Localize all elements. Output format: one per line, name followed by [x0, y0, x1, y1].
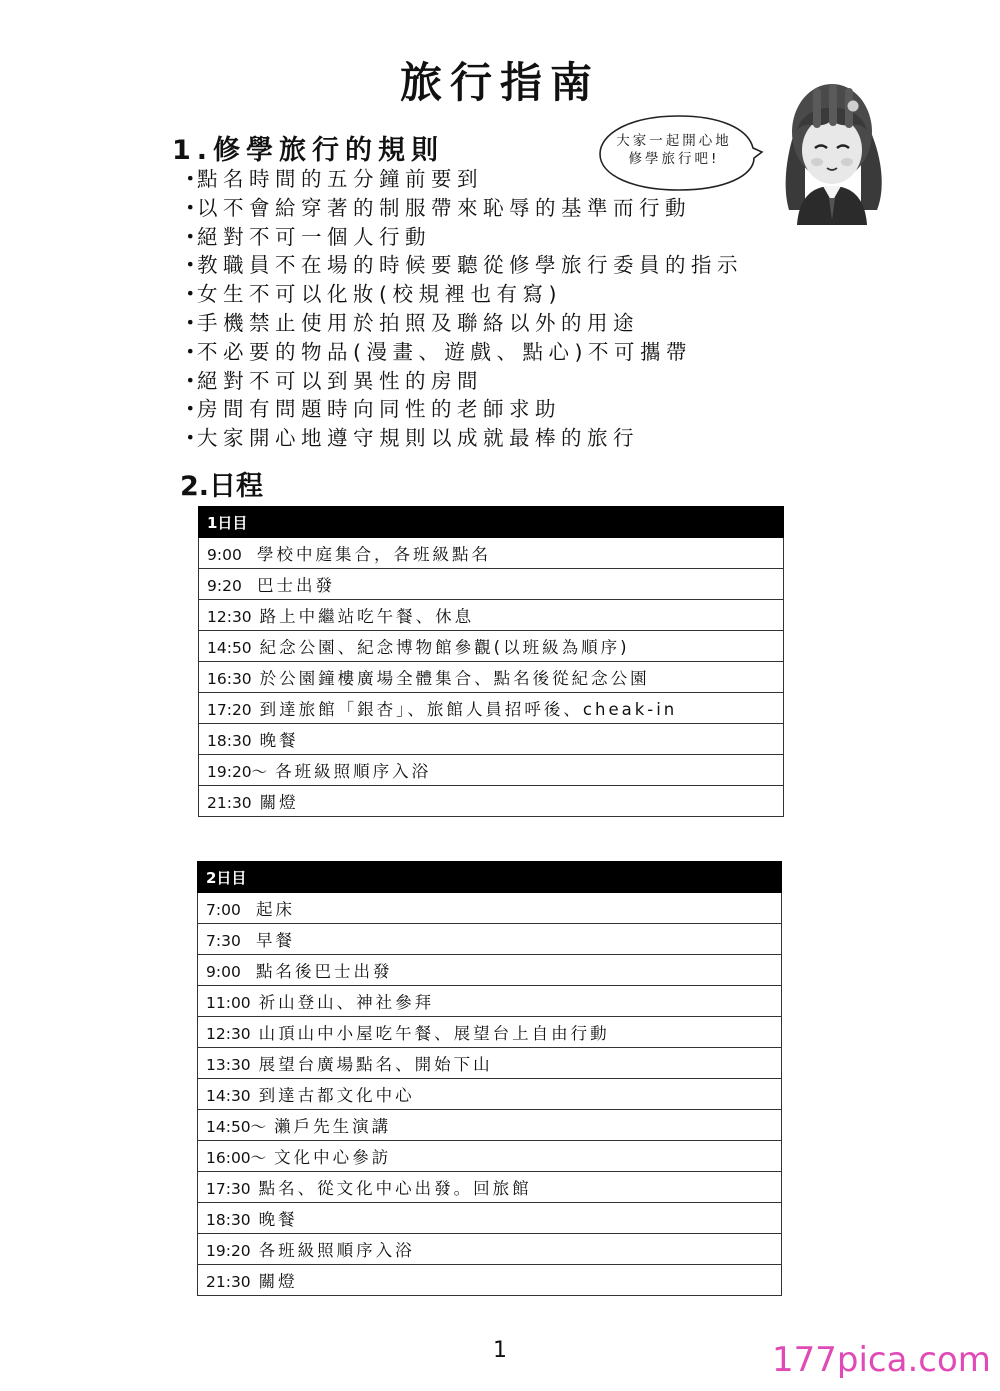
event-text: 到達古都文化中心: [258, 1086, 415, 1105]
time-label: 21:30: [206, 1273, 251, 1291]
page-number: 1: [493, 1338, 507, 1363]
time-label: 12:30: [206, 1025, 251, 1043]
rule-text: 房間有問題時向同性的老師求助: [197, 397, 561, 422]
rule-item: [180, 424, 743, 453]
table-cell: [199, 631, 784, 662]
event-text: 各班級照順序入浴: [275, 762, 432, 781]
table-cell: [198, 1203, 782, 1234]
bubble-line-2: 修學旅行吧!: [628, 151, 720, 167]
event-text: 山頂山中小屋吃午餐、展望台上自由行動: [258, 1024, 610, 1043]
table-cell: [198, 1265, 782, 1296]
table-row: [198, 1079, 782, 1110]
time-label: 14:50〜: [206, 1118, 267, 1136]
time-label: 21:30: [207, 794, 252, 812]
rule-text: 絕對不可以到異性的房間: [197, 368, 483, 393]
day1-schedule-table: [198, 506, 784, 817]
rule-text: 點名時間的五分鐘前要到: [197, 167, 483, 191]
bullet-icon: ・: [180, 224, 201, 249]
time-label: 9:20: [207, 577, 242, 595]
table-cell: [199, 600, 784, 631]
table-row: [198, 1048, 782, 1079]
event-text: 晚餐: [259, 731, 299, 750]
bullet-icon: ・: [180, 426, 201, 451]
rule-item: [180, 194, 743, 223]
table-row: [199, 569, 784, 600]
rule-item: [180, 251, 743, 280]
time-label: 17:30: [206, 1180, 251, 1198]
day1-label: 1日目: [199, 507, 784, 538]
event-text: 到達旅館「銀杏」、旅館人員招呼後、cheak-in: [259, 700, 678, 719]
rule-text: 以不會給穿著的制服帶來恥辱的基準而行動: [197, 195, 691, 220]
event-text: 瀨戶先生演講: [274, 1117, 392, 1136]
time-label: 14:50: [207, 639, 252, 657]
event-text: 路上中繼站吃午餐、休息: [259, 607, 475, 626]
bullet-icon: ・: [180, 339, 201, 364]
table-row: [198, 1172, 782, 1203]
time-label: 16:30: [207, 670, 252, 688]
time-label: 13:30: [206, 1056, 251, 1074]
table-cell: [198, 1172, 782, 1203]
event-text: 紀念公園、紀念博物館參觀(以班級為順序): [259, 638, 630, 657]
rule-text: 不必要的物品(漫畫、遊戲、點心)不可攜帶: [197, 339, 692, 364]
time-label: 7:00: [206, 901, 241, 919]
table-row: [198, 1141, 782, 1172]
bullet-icon: ・: [180, 167, 201, 191]
document-title: 旅行指南: [399, 58, 600, 107]
table-cell: [199, 724, 784, 755]
event-text: 學校中庭集合，各班級點名: [257, 545, 491, 564]
table-cell: [199, 569, 784, 600]
rule-text: 大家開心地遵守規則以成就最棒的旅行: [197, 426, 639, 451]
table-cell: [198, 1110, 782, 1141]
table-cell: [199, 693, 784, 724]
rule-text: 手機禁止使用於拍照及聯絡以外的用途: [197, 310, 639, 335]
time-label: 9:00: [207, 546, 242, 564]
table-row: [198, 1110, 782, 1141]
rule-text: 教職員不在場的時候要聽從修學旅行委員的指示: [197, 253, 743, 278]
time-label: 9:00: [206, 963, 241, 981]
table-row: [198, 924, 782, 955]
time-label: 11:00: [206, 994, 251, 1012]
rule-text: 女生不可以化妝(校規裡也有寫): [197, 282, 562, 307]
rule-item: [180, 280, 743, 309]
schedule-heading: 2.日程: [180, 471, 264, 502]
bullet-icon: ・: [180, 282, 201, 307]
bullet-icon: ・: [180, 195, 201, 220]
event-text: 起床: [256, 900, 295, 919]
table-cell: [199, 662, 784, 693]
event-text: 文化中心參訪: [274, 1148, 392, 1167]
table-row: [199, 786, 784, 817]
rules-list: [180, 165, 743, 453]
watermark: 177pica.com: [772, 1340, 991, 1380]
table-row: [199, 600, 784, 631]
rules-heading: 1.修學旅行的規則: [172, 135, 445, 166]
table-cell: [198, 1234, 782, 1265]
event-text: 關燈: [258, 1272, 298, 1291]
student-girl-illustration: [775, 70, 890, 225]
time-label: 19:20: [206, 1242, 251, 1260]
bullet-icon: ・: [180, 253, 201, 278]
time-label: 7:30: [206, 932, 241, 950]
event-text: 於公園鐘樓廣場全體集合、點名後從紀念公園: [259, 669, 650, 688]
event-text: 展望台廣場點名、開始下山: [258, 1055, 493, 1074]
table-cell: [198, 1048, 782, 1079]
table-row: [198, 955, 782, 986]
event-text: 點名後巴士出發: [256, 962, 393, 981]
time-label: 17:20: [207, 701, 252, 719]
rule-item: [180, 338, 743, 367]
table-cell: [199, 755, 784, 786]
bullet-icon: ・: [180, 397, 201, 422]
speech-bubble-text: [604, 132, 744, 168]
table-row: [199, 631, 784, 662]
rule-item: [180, 223, 743, 252]
time-label: 18:30: [207, 732, 252, 750]
bubble-line-1: 大家一起開心地: [616, 133, 732, 149]
table-cell: [198, 1079, 782, 1110]
day2-label: 2日目: [198, 862, 782, 893]
bullet-icon: ・: [180, 368, 201, 393]
day2-schedule-table: [197, 861, 782, 1296]
event-text: 巴士出發: [257, 576, 335, 595]
event-text: 各班級照順序入浴: [258, 1241, 415, 1260]
time-label: 14:30: [206, 1087, 251, 1105]
table-row: [198, 1234, 782, 1265]
table-cell: [199, 538, 784, 569]
table-cell: [198, 893, 782, 924]
table-row: [199, 538, 784, 569]
table-row: [198, 893, 782, 924]
event-text: 晚餐: [258, 1210, 298, 1229]
rule-item: [180, 367, 743, 396]
table-row: [198, 1017, 782, 1048]
table-row: [199, 724, 784, 755]
table-cell: [198, 955, 782, 986]
table-row: [199, 662, 784, 693]
time-label: 16:00〜: [206, 1149, 267, 1167]
table-cell: [199, 786, 784, 817]
table-cell: [198, 1017, 782, 1048]
table-row: [199, 755, 784, 786]
rule-item: [180, 309, 743, 338]
table-cell: [198, 986, 782, 1017]
event-text: 祈山登山、神社參拜: [258, 993, 435, 1012]
table-cell: [198, 924, 782, 955]
table-row: [199, 693, 784, 724]
table-row: [198, 1203, 782, 1234]
time-label: 18:30: [206, 1211, 251, 1229]
event-text: 早餐: [256, 931, 295, 950]
table-row: [198, 986, 782, 1017]
table-header-row: [199, 507, 784, 538]
table-header-row: [198, 862, 782, 893]
table-cell: [198, 1141, 782, 1172]
bullet-icon: ・: [180, 310, 201, 335]
event-text: 關燈: [259, 793, 299, 812]
event-text: 點名、從文化中心出發。回旅館: [258, 1179, 532, 1198]
rule-item: [180, 395, 743, 424]
time-label: 12:30: [207, 608, 252, 626]
rule-text: 絕對不可一個人行動: [197, 224, 431, 249]
time-label: 19:20〜: [207, 763, 268, 781]
table-row: [198, 1265, 782, 1296]
